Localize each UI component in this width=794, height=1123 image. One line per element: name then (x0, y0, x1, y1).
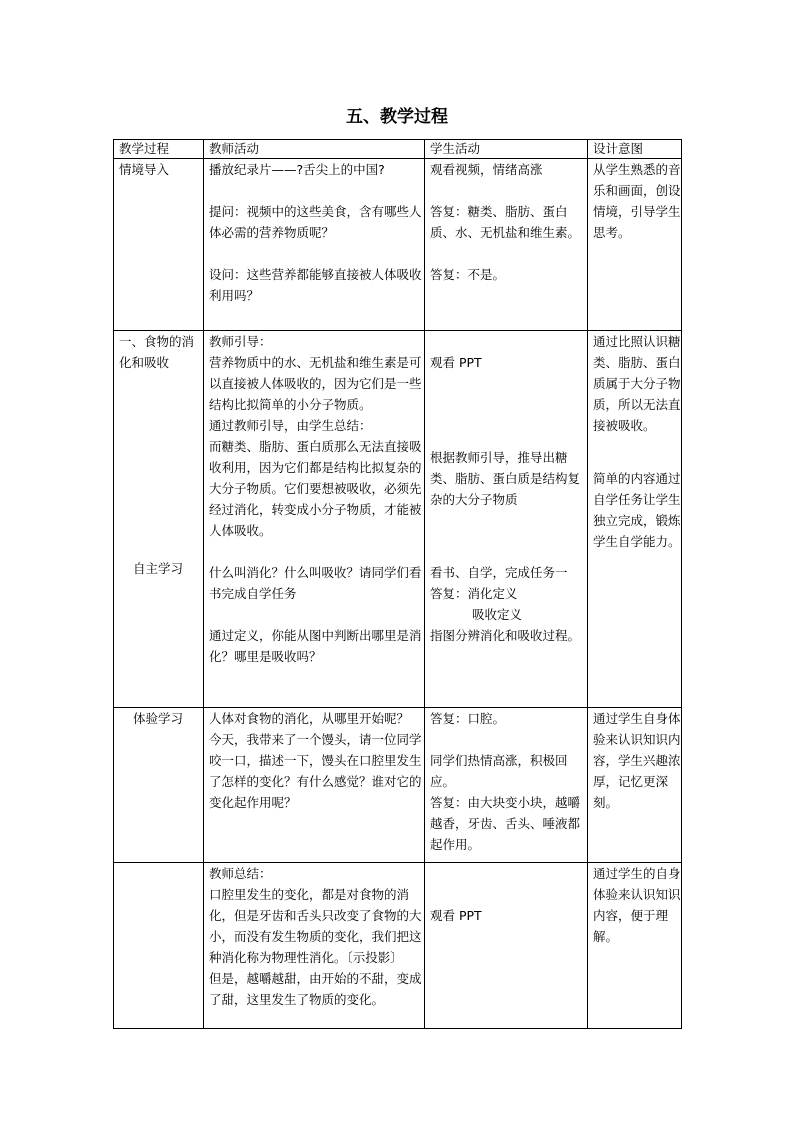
teacher-text: 什么叫消化？什么叫吸收？请同学们看书完成自学任务 (209, 565, 422, 601)
teacher-text: 通过教师引导，由学生总结： (209, 418, 372, 433)
teaching-process-table (113, 139, 682, 1029)
header-teacher: 教师活动 (204, 140, 425, 159)
intent-cell (588, 331, 682, 708)
table-row (114, 331, 682, 708)
teacher-text: 播放纪录片——?舌尖上的中国? (209, 162, 385, 177)
intent-text: 通过学生的自身体验来认识知识内容，便于理解。 (593, 866, 681, 944)
student-text: 看书、自学，完成任务一 (430, 565, 568, 580)
header-intent: 设计意图 (588, 140, 682, 159)
teacher-cell (204, 331, 425, 708)
table-row (114, 159, 682, 331)
student-text: 观看 PPT (430, 355, 482, 370)
teacher-cell (204, 159, 425, 331)
stage-label: 自主学习 (133, 561, 184, 576)
student-text: 同学们热情高涨，积极回应。 (430, 753, 568, 789)
teacher-text: 教师引导： (209, 334, 272, 349)
student-text: 观看 PPT (430, 908, 482, 923)
teacher-text: 但是，越嚼越甜，由开始的不甜，变成了甜，这里发生了物质的变化。 (209, 971, 422, 1007)
stage-cell (114, 331, 204, 708)
student-text: 根据教师引导，推导出糖类、脂肪、蛋白质是结构复杂的大分子物质 (430, 450, 581, 507)
student-cell (425, 159, 588, 331)
stage-cell (114, 708, 204, 863)
teacher-text: 而糖类、脂肪、蛋白质那么无法直接吸收利用，因为它们都是结构比拟复杂的大分子物质。它们要想被吸收，必须先经过消化，转变成小分子物质，才能被人体吸收。 (209, 439, 422, 538)
teacher-text: 通过定义，你能从图中判断出哪里是消化？哪里是吸收吗？ (209, 628, 422, 664)
intent-text: 简单的内容通过自学任务让学生独立完成，锻炼学生自学能力。 (593, 471, 681, 549)
teacher-text: 今天，我带来了一个馒头，请一位同学咬一口，描述一下，馒头在口腔里发生了怎样的变化？有什么感觉？谁对它的变化起作用呢？ (209, 732, 422, 810)
teacher-text: 口腔里发生的变化，都是对食物的消化，但是牙齿和舌头只改变了食物的大小，而没有发生物质的变化，我们把这种消化称为物理性消化。〔示投影〕 (209, 887, 422, 965)
teacher-text: 人体对食物的消化，从哪里开始呢？ (209, 711, 410, 726)
stage-cell (114, 159, 204, 331)
header-student: 学生活动 (425, 140, 588, 159)
intent-text: 从学生熟悉的音乐和画面，创设情境，引导学生思考。 (593, 162, 681, 240)
student-text: 指图分辨消化和吸收过程。 (430, 628, 581, 643)
stage-label: 体验学习 (133, 711, 184, 726)
teacher-text: 提问：视频中的这些美食，含有哪些人体必需的营养物质呢？ (209, 204, 422, 240)
student-cell (425, 708, 588, 863)
student-text: 答复：糖类、脂肪、蛋白质、水、无机盐和维生素。 (430, 204, 581, 240)
teacher-text: 教师总结： (209, 866, 272, 881)
student-cell (425, 331, 588, 708)
header-stage: 教学过程 (114, 140, 204, 159)
intent-cell (588, 863, 682, 1029)
teacher-text: 营养物质中的水、无机盐和维生素是可以直接被人体吸收的，因为它们是一些结构比拟简单的小分子物质。 (209, 355, 422, 412)
student-text: 吸收定义 (472, 607, 523, 622)
student-cell (425, 863, 588, 1029)
stage-label: 一、食物的消化和吸收 (119, 334, 195, 370)
table-row (114, 863, 682, 1029)
student-text: 答复：消化定义 (430, 586, 518, 601)
stage-label: 情境导入 (119, 162, 170, 177)
intent-text: 通过学生自身体验来认识知识内容，学生兴趣浓厚，记忆更深刻。 (593, 711, 681, 810)
intent-cell (588, 708, 682, 863)
table-row (114, 708, 682, 863)
table-header-row (114, 140, 682, 159)
student-text: 答复：由大块变小块，越嚼越香，牙齿、舌头、唾液都起作用。 (430, 795, 581, 852)
student-text: 答复：不是。 (430, 267, 506, 282)
teacher-text: 设问：这些营养都能够直接被人体吸收利用吗？ (209, 267, 422, 303)
page-title: 五、教学过程 (346, 107, 448, 127)
intent-text: 通过比照认识糖类、脂肪、蛋白质属于大分子物质，所以无法直接被吸收。 (593, 334, 681, 433)
teacher-cell (204, 863, 425, 1029)
student-text: 答复：口腔。 (430, 711, 506, 726)
intent-cell (588, 159, 682, 331)
teacher-cell (204, 708, 425, 863)
stage-cell (114, 863, 204, 1029)
student-text: 观看视频，情绪高涨 (430, 162, 543, 177)
